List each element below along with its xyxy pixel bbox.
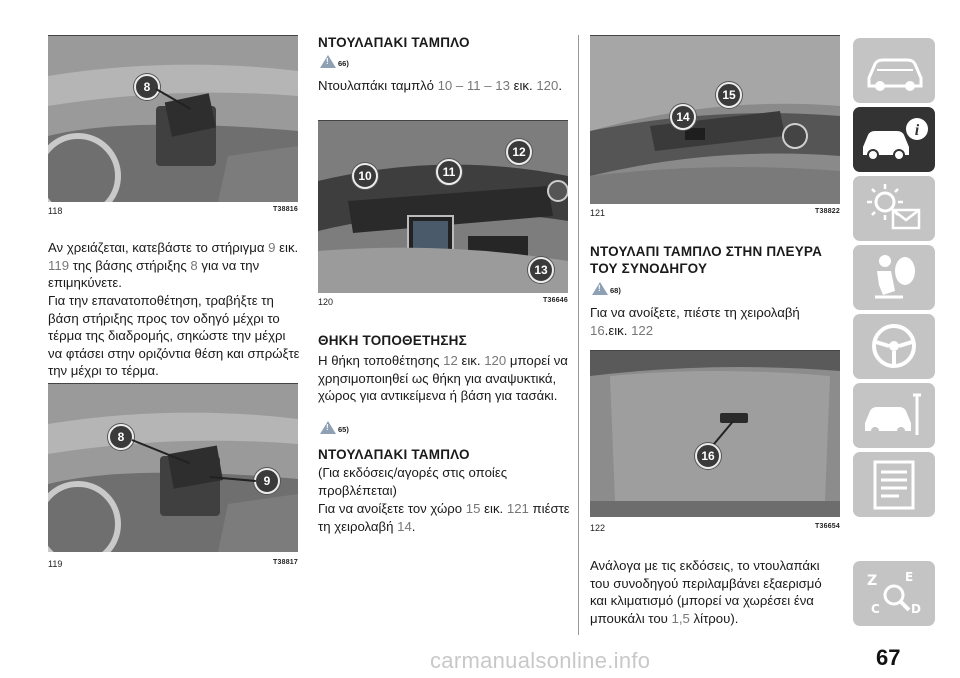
sidebar-tab-vehicle[interactable] <box>853 38 935 103</box>
sidebar-tab-index[interactable] <box>853 561 935 626</box>
figure-number: 118 <box>48 206 63 216</box>
figure-code: T38816 <box>273 206 298 213</box>
airbag-person-icon <box>853 245 935 310</box>
paragraph-holder: Η θήκη τοποθέτησης 12 εικ. 120 μπορεί να χρησιμοποιηθεί ως θήκη για αναψυκτικά, χώρος για αντικείμενα ή βάση για τασάκι. <box>318 353 568 403</box>
sidebar-tab-driving[interactable] <box>853 314 935 379</box>
car-tools-icon <box>853 383 935 448</box>
figure-code: T38817 <box>273 559 298 566</box>
warning-triangle-icon: ! <box>320 421 336 434</box>
callout-9: 9 <box>254 468 280 494</box>
figure-119-photo <box>48 384 298 552</box>
steering-wheel-icon <box>853 314 935 379</box>
sidebar-tab-warnings[interactable] <box>853 176 935 241</box>
car-info-icon <box>853 107 935 172</box>
svg-text:Z: Z <box>867 573 878 589</box>
svg-text:E: E <box>905 570 914 584</box>
sidebar-tab-maintenance[interactable] <box>853 452 935 517</box>
callout-15: 15 <box>716 82 742 108</box>
heading-passenger-glovebox: ΝΤΟΥΛΑΠΙ ΤΑΜΠΛΟ ΣΤΗΝ ΠΛΕΥΡΑ ΤΟΥ ΣΥΝΟΔΗΓΟΥ <box>590 244 823 276</box>
paragraph-open-passenger: Για να ανοίξετε, πιέστε τη χειρολαβή 16.εικ. 122 <box>590 305 800 338</box>
callout-8: 8 <box>134 74 160 100</box>
callout-16: 16 <box>695 443 721 469</box>
column-divider <box>578 35 579 635</box>
paragraph-glovebox: Ντουλαπάκι ταμπλό 10 – 11 – 13 εικ. 120. <box>318 78 563 93</box>
svg-text:C: C <box>871 602 880 616</box>
figure-code: T38822 <box>815 208 840 215</box>
callout-12: 12 <box>506 139 532 165</box>
figure-121-photo <box>590 36 840 204</box>
figure-118-photo <box>48 36 298 202</box>
heading-holder: ΘΗΚΗ ΤΟΠΟΘΕΤΗΣΗΣ <box>318 333 467 348</box>
figure-122-photo <box>590 351 840 517</box>
figure-code: T36654 <box>815 523 840 530</box>
callout-13: 13 <box>528 257 554 283</box>
callout-14: 14 <box>670 104 696 130</box>
figure-118-caption <box>48 206 298 216</box>
sidebar-tab-safety[interactable] <box>853 245 935 310</box>
svg-text:i: i <box>914 122 920 139</box>
alphabet-index-icon <box>853 561 935 626</box>
sidebar-tab-info[interactable] <box>853 107 935 172</box>
warning-ref: ! 66) <box>320 55 349 68</box>
availability-note: (Για εκδόσεις/αγορές στις οποίες προβλέπεται) <box>318 465 508 498</box>
heading-glovebox-2: ΝΤΟΥΛΑΠΑΚΙ ΤΑΜΠΛΟ <box>318 447 470 462</box>
figure-119-caption <box>48 559 298 569</box>
watermark: carmanualsonline.info <box>430 648 651 673</box>
figure-number: 120 <box>318 297 334 307</box>
figure-122-caption <box>590 523 840 533</box>
callout-11: 11 <box>436 159 462 185</box>
paragraph-passenger-cooling: Ανάλογα με τις εκδόσεις, το ντουλαπάκι του συνοδηγού περιλαμβάνει εξαερισμό και κλιματισμό (μπορεί να χωρέσει ένα μπουκάλι του 1,5 λίτρου). <box>590 558 822 626</box>
figure-120-photo <box>318 121 568 293</box>
car-wireframe-icon <box>853 38 935 103</box>
warning-triangle-icon: ! <box>320 55 336 68</box>
paragraph-reposition: Για την επανατοποθέτηση, τραβήξτε τη βάση στήριξης προς τον οδηγό μέχρι το τέρμα της διαδρομής, σηκώστε την μέχρι να φτάσει στην οριζόντια θέση και σπρώξτε την μέχρι το τέρμα. <box>48 293 300 378</box>
warning-light-icon <box>853 176 935 241</box>
heading-glovebox: ΝΤΟΥΛΑΠΑΚΙ ΤΑΜΠΛΟ <box>318 35 470 50</box>
figure-120-caption <box>318 297 568 307</box>
svg-text:D: D <box>911 602 921 616</box>
warning-ref: ! 65) <box>320 421 349 434</box>
checklist-icon <box>853 452 935 517</box>
figure-number: 122 <box>590 523 606 533</box>
page-number: 67 <box>876 645 901 670</box>
figure-code: T36646 <box>543 297 568 304</box>
paragraph-open-compartment: Για να ανοίξετε τον χώρο 15 εικ. 121 πιέστε τη χειρολαβή 14. <box>318 501 570 534</box>
callout-10: 10 <box>352 163 378 189</box>
warning-ref: ! 68) <box>592 282 621 295</box>
paragraph-support-extend: Αν χρειάζεται, κατεβάστε το στήριγμα 9 εικ. 119 της βάσης στήριξης 8 για να την επιμηκύνετε. <box>48 240 299 290</box>
callout-8: 8 <box>108 424 134 450</box>
figure-121-caption <box>590 208 840 218</box>
warning-triangle-icon: ! <box>592 282 608 295</box>
figure-number: 119 <box>48 559 63 569</box>
figure-number: 121 <box>590 208 606 218</box>
sidebar-tab-emergency[interactable] <box>853 383 935 448</box>
